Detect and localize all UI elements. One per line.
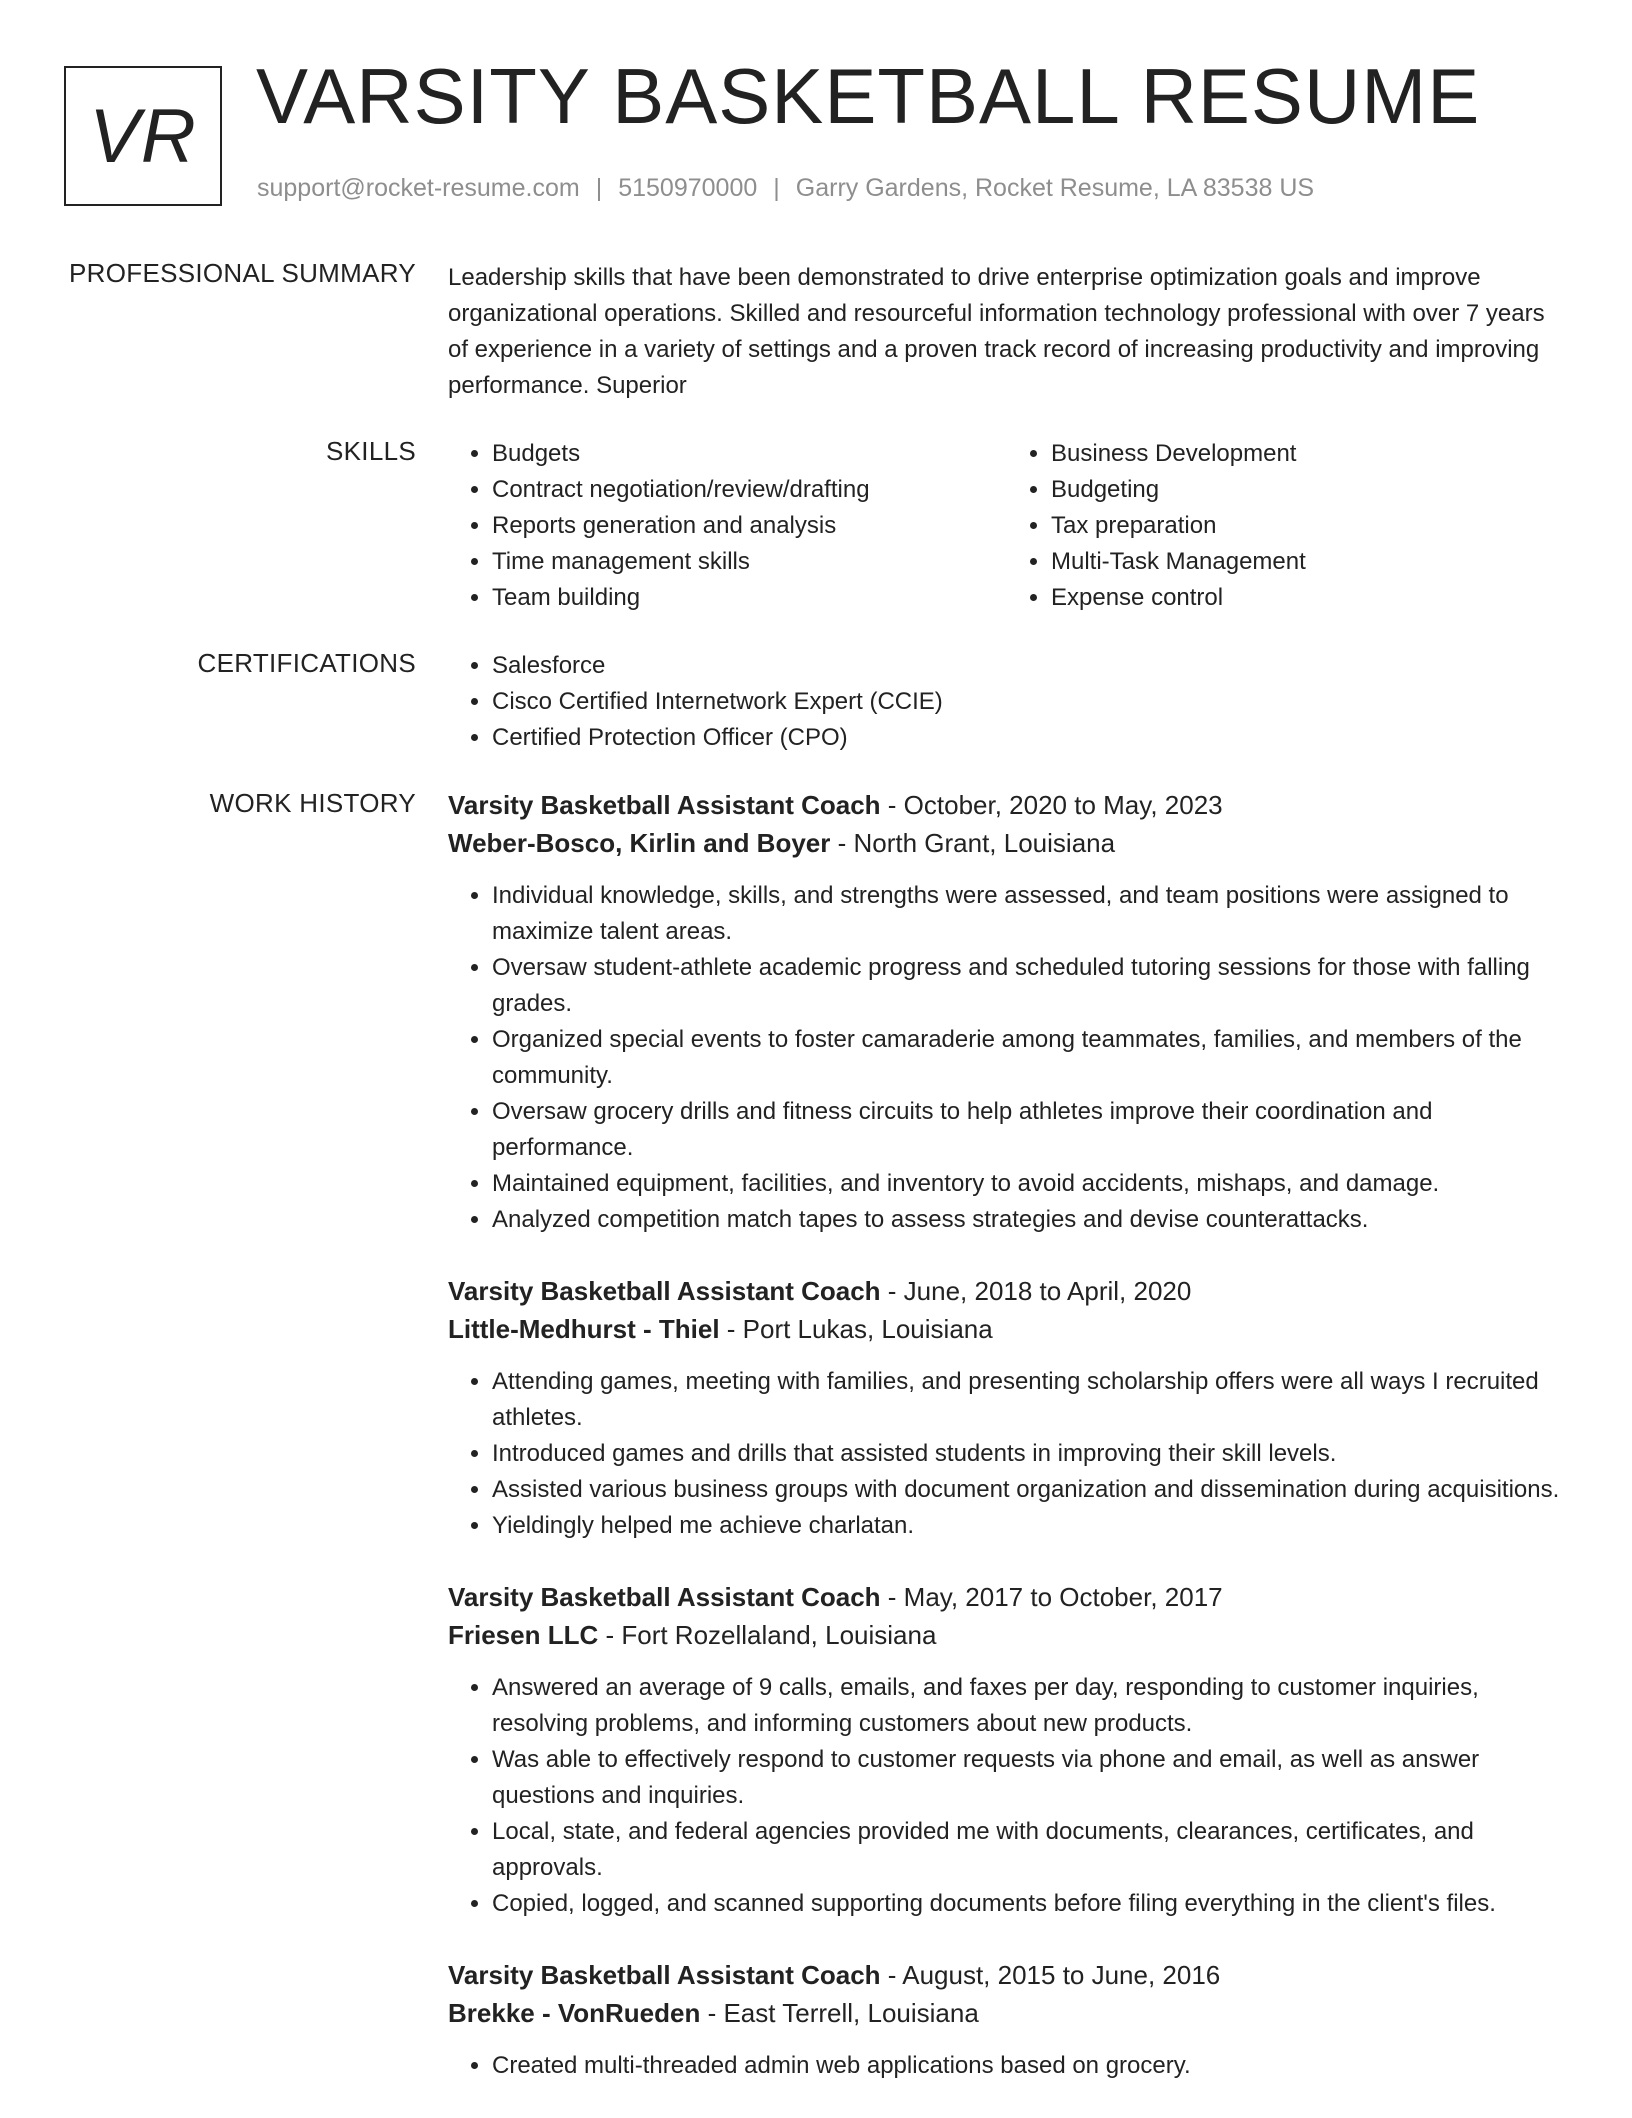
skill-item: • Contract negotiation/review/drafting xyxy=(492,472,1007,508)
work-history-body xyxy=(448,786,1566,2118)
certification-item: • Certified Protection Officer (CPO) xyxy=(492,720,1566,756)
job-bullet: • Individual knowledge, skills, and strengths were assessed, and team positions were assigned to maximize talent areas. xyxy=(492,878,1566,950)
job-location: - East Terrell, Louisiana xyxy=(700,1998,979,2028)
resume-title: VARSITY BASKETBALL RESUME xyxy=(256,52,1481,140)
certifications-body xyxy=(448,648,1566,756)
job-bullets xyxy=(448,878,1566,1238)
contact-email[interactable]: support@rocket-resume.com xyxy=(257,174,580,202)
skill-item: • Multi-Task Management xyxy=(1051,544,1566,580)
summary-heading: PROFESSIONAL SUMMARY xyxy=(69,258,416,288)
job-bullet: • Created multi-threaded admin web applications based on grocery. xyxy=(492,2048,1566,2084)
skills-body xyxy=(448,436,1566,616)
job-company: Weber-Bosco, Kirlin and Boyer xyxy=(448,828,831,858)
job-bullet: • Answered an average of 9 calls, emails, and faxes per day, responding to customer inquiries, resolving problems, and informing customers about new products. xyxy=(492,1670,1566,1742)
job-company-line xyxy=(448,1994,1566,2032)
job-company-line xyxy=(448,1310,1566,1348)
job-title-line xyxy=(448,1578,1566,1616)
job-entry xyxy=(448,1272,1566,1544)
skill-item: • Expense control xyxy=(1051,580,1566,616)
job-bullets xyxy=(448,1670,1566,1922)
monogram-initials: VR xyxy=(89,93,197,179)
job-bullet: • Maintained equipment, facilities, and inventory to avoid accidents, mishaps, and damage. xyxy=(492,1166,1566,1202)
job-location: - North Grant, Louisiana xyxy=(830,828,1116,858)
job-bullet: • Assisted various business groups with document organization and dissemination during acquisitions. xyxy=(492,1472,1566,1508)
job-dates: - October, 2020 to May, 2023 xyxy=(880,790,1223,820)
summary-text: Leadership skills that have been demonstrated to drive enterprise optimization goals and improve organizational operations. Skilled and resourceful information technology professional with over 7 years of experience in a variety of settings and a proven track record of increasing productivity and improving performance. Superior xyxy=(448,264,1545,399)
certification-item: • Cisco Certified Internetwork Expert (CCIE) xyxy=(492,684,1566,720)
skills-list-left xyxy=(448,436,1007,616)
job-title: Varsity Basketball Assistant Coach xyxy=(448,1276,881,1306)
job-dates: - June, 2018 to April, 2020 xyxy=(880,1276,1192,1306)
job-company: Little-Medhurst - Thiel xyxy=(448,1314,720,1344)
job-title-line xyxy=(448,1272,1566,1310)
job-location: - Fort Rozellaland, Louisiana xyxy=(598,1620,937,1650)
job-location: - Port Lukas, Louisiana xyxy=(719,1314,993,1344)
job-bullet: • Oversaw grocery drills and fitness circuits to help athletes improve their coordination and performance. xyxy=(492,1094,1566,1166)
job-dates: - May, 2017 to October, 2017 xyxy=(880,1582,1223,1612)
skill-item: • Business Development xyxy=(1051,436,1566,472)
contact-line xyxy=(257,174,1314,203)
job-bullet: • Oversaw student-athlete academic progress and scheduled tutoring sessions for those with falling grades. xyxy=(492,950,1566,1022)
skills-list-right xyxy=(1007,436,1566,616)
certifications-heading: CERTIFICATIONS xyxy=(197,648,416,678)
job-entry xyxy=(448,1956,1566,2084)
contact-phone[interactable]: 5150970000 xyxy=(618,174,758,202)
certification-item: • Salesforce xyxy=(492,648,1566,684)
job-bullets xyxy=(448,1364,1566,1544)
job-title-line xyxy=(448,1956,1566,1994)
skills-heading: SKILLS xyxy=(326,436,416,466)
job-title: Varsity Basketball Assistant Coach xyxy=(448,1960,881,1990)
skill-item: • Budgets xyxy=(492,436,1007,472)
skill-item: • Time management skills xyxy=(492,544,1007,580)
job-company: Friesen LLC xyxy=(448,1620,599,1650)
skill-item: • Tax preparation xyxy=(1051,508,1566,544)
monogram-box xyxy=(64,66,222,206)
job-bullet: • Organized special events to foster camaraderie among teammates, families, and members of the community. xyxy=(492,1022,1566,1094)
certifications-list xyxy=(448,648,1566,756)
work-history-heading: WORK HISTORY xyxy=(209,788,416,818)
job-bullet: • Attending games, meeting with families, and presenting scholarship offers were all ways I recruited athletes. xyxy=(492,1364,1566,1436)
job-company-line xyxy=(448,1616,1566,1654)
skill-item: • Budgeting xyxy=(1051,472,1566,508)
job-entry xyxy=(448,786,1566,1238)
job-bullet: • Was able to effectively respond to customer requests via phone and email, as well as answer questions and inquiries. xyxy=(492,1742,1566,1814)
job-dates: - August, 2015 to June, 2016 xyxy=(880,1960,1221,1990)
contact-address: Garry Gardens, Rocket Resume, LA 83538 US xyxy=(795,174,1315,202)
job-bullet: • Copied, logged, and scanned supporting documents before filing everything in the client's files. xyxy=(492,1886,1566,1922)
job-title: Varsity Basketball Assistant Coach xyxy=(448,1582,881,1612)
job-bullet: • Analyzed competition match tapes to assess strategies and devise counterattacks. xyxy=(492,1202,1566,1238)
contact-separator: | xyxy=(595,174,603,202)
skill-item: • Team building xyxy=(492,580,1007,616)
skill-item: • Reports generation and analysis xyxy=(492,508,1007,544)
job-company-line xyxy=(448,824,1566,862)
job-title-line xyxy=(448,786,1566,824)
job-bullet: • Yieldingly helped me achieve charlatan. xyxy=(492,1508,1566,1544)
job-entry xyxy=(448,1578,1566,1922)
job-company: Brekke - VonRueden xyxy=(448,1998,701,2028)
contact-separator: | xyxy=(773,174,780,202)
job-bullets xyxy=(448,2048,1566,2084)
job-bullet: • Local, state, and federal agencies provided me with documents, clearances, certificates, and approvals. xyxy=(492,1814,1566,1886)
job-bullet: • Introduced games and drills that assisted students in improving their skill levels. xyxy=(492,1436,1566,1472)
job-title: Varsity Basketball Assistant Coach xyxy=(448,790,881,820)
summary-body xyxy=(448,260,1566,404)
